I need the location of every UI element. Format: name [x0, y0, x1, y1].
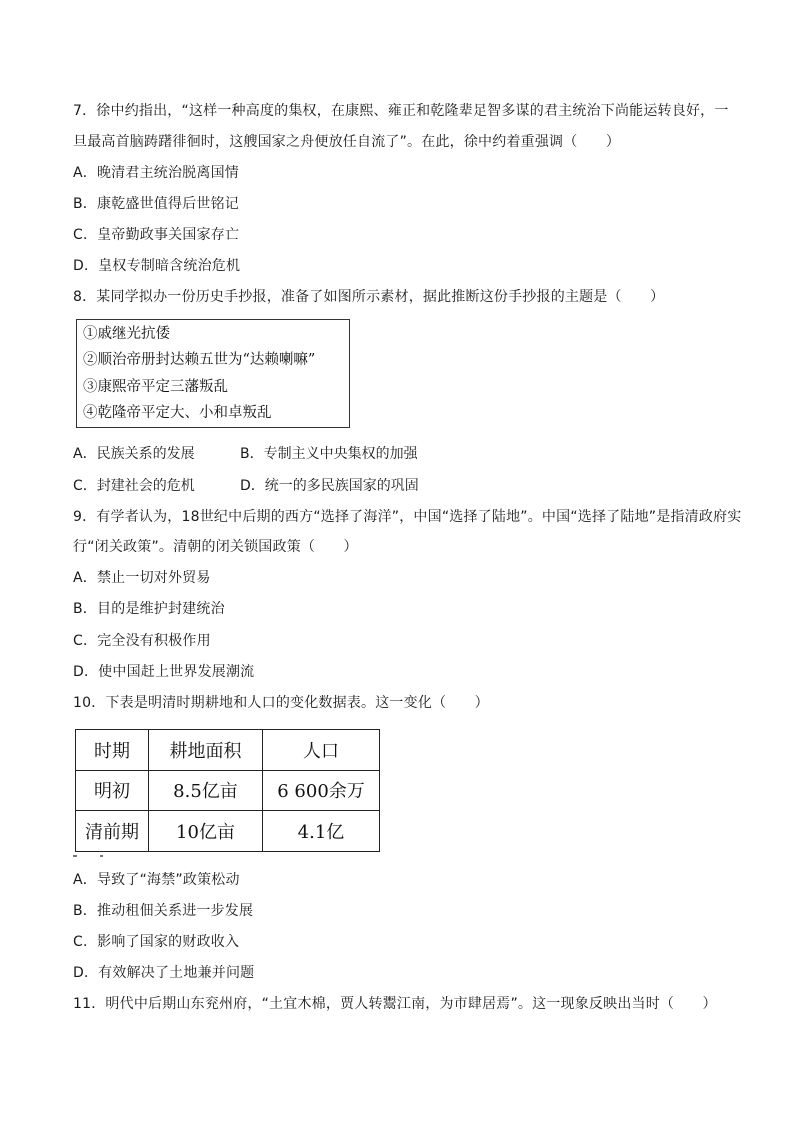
table-cell: 6 600余万: [263, 770, 380, 811]
q7-option-a: A．晚清君主统治脱离国情: [73, 165, 239, 181]
q8-material-2: ②顺治帝册封达赖五世为“达赖喇嘛”: [83, 352, 316, 368]
table-cell: 明初: [76, 770, 149, 811]
table-header-farmland: 耕地面积: [149, 730, 263, 771]
q9-stem-line1: 9．有学者认为，18世纪中后期的西方“选择了海洋”，中国“选择了陆地”。中国“选择了陆地”是指清政府实: [73, 509, 742, 525]
q8-material-1: ①戚继光抗倭: [83, 326, 170, 342]
table-header-population: 人口: [263, 730, 380, 771]
q8-option-c: C．封建社会的危机: [73, 478, 195, 494]
q8-option-b: B．专制主义中央集权的加强: [240, 446, 418, 462]
scan-speck: [73, 855, 77, 857]
q10-stem-line1: 10．下表是明清时期耕地和人口的变化数据表。这一变化（ ）: [73, 695, 489, 711]
table-header-row: [76, 730, 380, 771]
table-row: [76, 770, 380, 811]
q10-option-a: A．导致了“海禁”政策松动: [73, 872, 240, 888]
q9-stem-line2: 行“闭关政策”。清朝的闭关锁国政策（ ）: [73, 539, 358, 555]
q8-stem-line1: 8．某同学拟办一份历史手抄报，准备了如图所示素材，据此推断这份手抄报的主题是（ ）: [73, 289, 665, 305]
table-cell: 8.5亿亩: [149, 770, 263, 811]
q11-stem-line1: 11．明代中后期山东兖州府，“土宜木棉，贾人转鬻江南，为市肆居焉”。这一现象反映出当时（ ）: [73, 996, 717, 1012]
q9-option-b: B．目的是维护封建统治: [73, 601, 225, 617]
q7-stem-line2: 旦最高首脑踌躇徘徊时，这艘国家之舟便放任自流了”。在此，徐中约着重强调（ ）: [73, 134, 621, 150]
scan-speck: [100, 855, 103, 857]
q10-option-d: D．有效解决了土地兼并问题: [73, 965, 255, 981]
q7-stem-line1: 7．徐中约指出，“这样一种高度的集权，在康熙、雍正和乾隆辈足智多谋的君主统治下尚能运转良好，一: [73, 103, 729, 119]
q7-option-d: D．皇权专制暗含统治危机: [73, 258, 241, 274]
table-header-period: 时期: [76, 730, 149, 771]
table-cell: 4.1亿: [263, 811, 380, 852]
q7-option-b: B．康乾盛世值得后世铭记: [73, 196, 240, 212]
q9-option-c: C．完全没有积极作用: [73, 633, 211, 649]
q7-option-c: C．皇帝勤政事关国家存亡: [73, 227, 240, 243]
q8-material-box: [76, 319, 350, 428]
q8-material-3: ③康熙帝平定三藩叛乱: [83, 379, 228, 395]
q10-data-table: [75, 729, 380, 852]
table-cell: 10亿亩: [149, 811, 263, 852]
table-row: [76, 811, 380, 852]
q9-option-a: A．禁止一切对外贸易: [73, 570, 211, 586]
q10-option-c: C．影响了国家的财政收入: [73, 934, 240, 950]
q8-option-d: D．统一的多民族国家的巩固: [240, 478, 419, 494]
q9-option-d: D．使中国赶上世界发展潮流: [73, 664, 255, 680]
q8-option-a: A．民族关系的发展: [73, 446, 195, 462]
q8-material-4: ④乾隆帝平定大、小和卓叛乱: [83, 405, 272, 421]
table-cell: 清前期: [76, 811, 149, 852]
q10-option-b: B．推动租佃关系进一步发展: [73, 903, 254, 919]
